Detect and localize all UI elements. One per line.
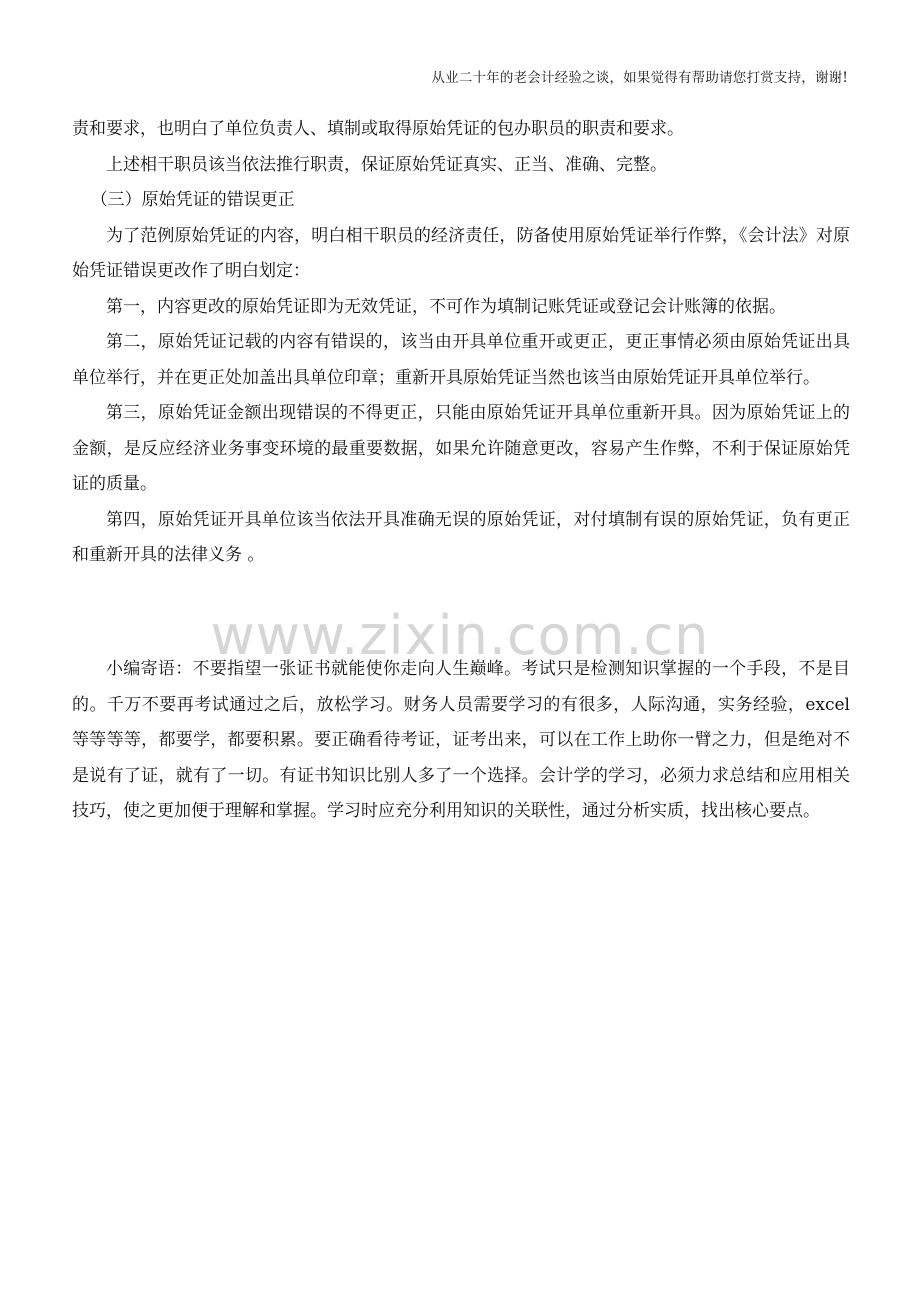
editor-note-block <box>72 652 850 830</box>
paragraph-rule-4: 第四，原始凭证开具单位该当依法开具准确无误的原始凭证，对付填制有误的原始凭证，负有更正和重新开具的法律义务 。 <box>72 509 850 565</box>
paragraph-continuation: 责和要求，也明白了单位负责人、填制或取得原始凭证的包办职员的职责和要求。 <box>72 119 684 139</box>
header-note: 从业二十年的老会计经验之谈，如果觉得有帮助请您打赏支持，谢谢! <box>431 70 848 86</box>
paragraph-rule-1: 第一，内容更改的原始凭证即为无效凭证，不可作为填制记账凭证或登记会计账簿的依据。 <box>106 296 786 317</box>
paragraph-rule-2: 第二，原始凭证记载的内容有错误的，该当由开具单位重开或更正，更正事情必须由原始凭证出具单位举行，并在更正处加盖出具单位印章；重新开具原始凭证当然也该当由原始凭证开具单位举行。 <box>72 332 850 388</box>
watermark-text: www.zixin.com.cn <box>210 604 710 667</box>
editor-note: 小编寄语：不要指望一张证书就能使你走向人生巅峰。考试只是检测知识掌握的一个手段，不是目的。千万不要再考试通过之后，放松学习。财务人员需要学习的有很多，人际沟通，实务经验，excel 等等等等，都要学，都要积累。要正确看待考证，证考出来，可以在工作上助你一臂之力，但是绝对不是说有了证，就有了一切。有证书知识比别人多了一个选择。会计学的学习，必须力求总结和应用相关技巧，使之更加便于理解和掌握。学习时应充分利用知识的关联性，通过分析实质，找出核心要点。 <box>72 659 850 821</box>
section-heading: （三）原始凭证的错误更正 <box>90 190 295 210</box>
document-body <box>72 112 850 574</box>
paragraph-rule-3: 第三，原始凭证金额出现错误的不得更正，只能由原始凭证开具单位重新开具。因为原始凭证上的金额，是反应经济业务事变环境的最重要数据，如果允许随意更改，容易产生作弊，不利于保证原始凭证的质量。 <box>72 403 850 494</box>
paragraph-intro: 为了范例原始凭证的内容，明白相干职员的经济责任，防备使用原始凭证举行作弊，《会计法》对原始凭证错误更改作了明白划定： <box>72 225 850 281</box>
paragraph-duty: 上述相干职员该当依法推行职责，保证原始凭证真实、正当、准确、完整。 <box>106 154 667 175</box>
